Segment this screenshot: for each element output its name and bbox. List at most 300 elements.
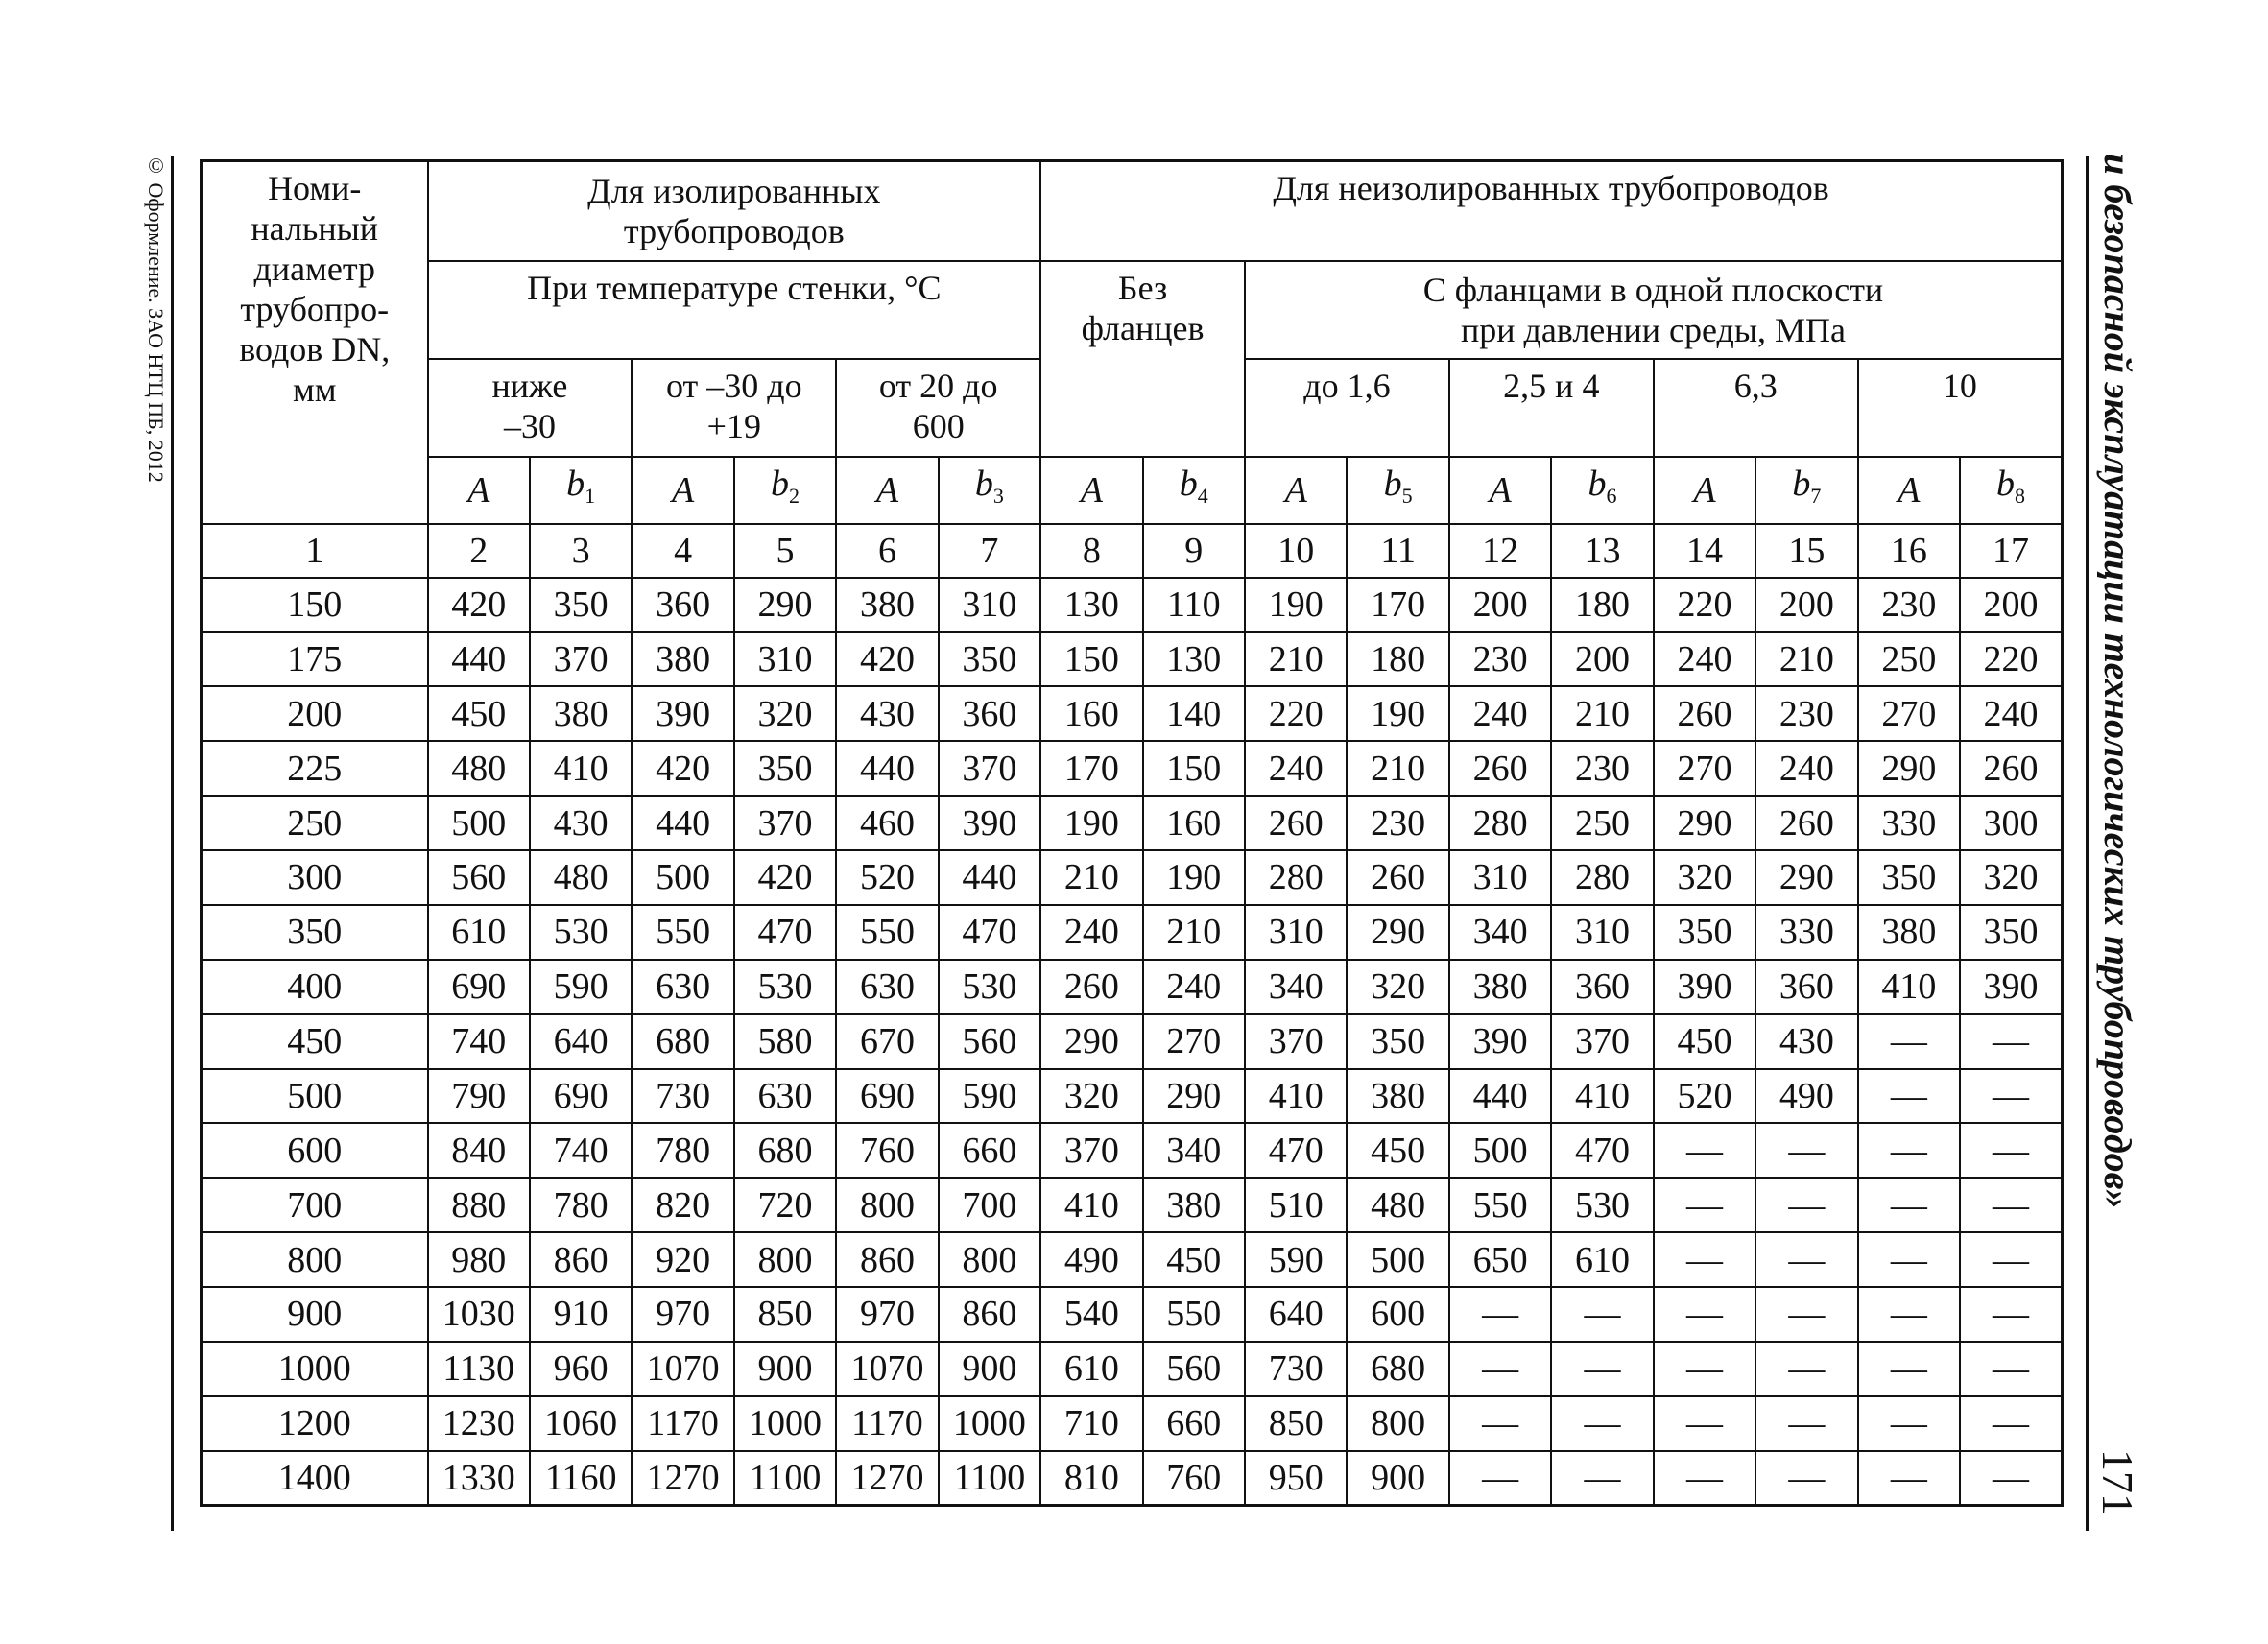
table-cell: 360: [1551, 960, 1653, 1014]
table-cell: 370: [734, 796, 836, 850]
nominal-diameter-cell: 900: [202, 1287, 428, 1342]
table-row: [202, 960, 2063, 1014]
nominal-diameter-cell: 1400: [202, 1451, 428, 1506]
dimension-column-header: $b_6$: [1551, 457, 1653, 524]
table-cell: 180: [1551, 578, 1653, 632]
table-cell: 320: [734, 686, 836, 741]
table-cell: 410: [1040, 1178, 1142, 1232]
table-cell: 800: [939, 1232, 1040, 1287]
table-cell: —: [1960, 1287, 2062, 1342]
table-cell: 190: [1245, 578, 1347, 632]
table-cell: 430: [1755, 1014, 1857, 1069]
flange-distance-table: [200, 159, 2064, 1507]
diameter-column-header: Номи- нальный диаметр трубопро- водов DN, мм: [202, 161, 428, 524]
table-cell: 980: [428, 1232, 530, 1287]
table-cell: 340: [1245, 960, 1347, 1014]
dimension-column-header: A: [836, 457, 938, 524]
table-cell: 140: [1143, 686, 1245, 741]
table-cell: 330: [1755, 905, 1857, 960]
table-cell: 810: [1040, 1451, 1142, 1506]
table-row: [202, 905, 2063, 960]
table-cell: 600: [1347, 1287, 1448, 1342]
dimension-column-header: $b_8$: [1960, 457, 2062, 524]
table-cell: —: [1960, 1123, 2062, 1178]
table-cell: 290: [1347, 905, 1448, 960]
table-cell: 240: [1755, 741, 1857, 796]
table-cell: 240: [1143, 960, 1245, 1014]
table-cell: 1170: [836, 1396, 938, 1451]
table-cell: 280: [1245, 850, 1347, 905]
column-number: 16: [1858, 524, 1960, 578]
table-cell: 260: [1654, 686, 1755, 741]
table-cell: 580: [734, 1014, 836, 1069]
table-cell: 320: [1347, 960, 1448, 1014]
table-cell: 440: [939, 850, 1040, 905]
table-cell: 410: [1858, 960, 1960, 1014]
copyright-notice: © Оформление. ЗАО НТЦ ПБ, 2012: [144, 154, 168, 483]
table-cell: 550: [1449, 1178, 1551, 1232]
table-cell: 200: [1755, 578, 1857, 632]
column-number: 15: [1755, 524, 1857, 578]
table-cell: —: [1654, 1178, 1755, 1232]
column-number: 8: [1040, 524, 1142, 578]
table-cell: 200: [1551, 632, 1653, 687]
temperature-group-header: ниже –30: [428, 359, 633, 457]
table-cell: 210: [1347, 741, 1448, 796]
table-cell: 430: [530, 796, 632, 850]
table-cell: 310: [1551, 905, 1653, 960]
table-cell: 270: [1654, 741, 1755, 796]
table-cell: 970: [836, 1287, 938, 1342]
dimension-column-header: A: [428, 457, 530, 524]
table-cell: 350: [1960, 905, 2062, 960]
table-cell: 380: [1858, 905, 1960, 960]
table-cell: 610: [1040, 1342, 1142, 1396]
pressure-group-header: 2,5 и 4: [1449, 359, 1654, 457]
insulated-pipes-header: Для изолированных трубопроводов: [428, 161, 1041, 261]
table-cell: 450: [1143, 1232, 1245, 1287]
table-cell: 680: [1347, 1342, 1448, 1396]
table-cell: 380: [1347, 1069, 1448, 1124]
table-cell: 370: [1245, 1014, 1347, 1069]
nominal-diameter-cell: 450: [202, 1014, 428, 1069]
nominal-diameter-cell: 250: [202, 796, 428, 850]
table-cell: 150: [1040, 632, 1142, 687]
table-cell: 200: [1960, 578, 2062, 632]
table-cell: —: [1449, 1342, 1551, 1396]
nominal-diameter-cell: 200: [202, 686, 428, 741]
table-cell: 300: [1960, 796, 2062, 850]
table-cell: 1130: [428, 1342, 530, 1396]
table-cell: 650: [1449, 1232, 1551, 1287]
column-number: 5: [734, 524, 836, 578]
table-cell: 460: [836, 796, 938, 850]
table-cell: 630: [836, 960, 938, 1014]
table-cell: 530: [939, 960, 1040, 1014]
table-cell: 610: [428, 905, 530, 960]
table-row: [202, 1178, 2063, 1232]
table-cell: 340: [1449, 905, 1551, 960]
pressure-group-header: до 1,6: [1245, 359, 1449, 457]
table-cell: 210: [1755, 632, 1857, 687]
table-cell: —: [1755, 1123, 1857, 1178]
no-flanges-header: Без фланцев: [1040, 261, 1245, 457]
table-cell: —: [1858, 1069, 1960, 1124]
table-cell: 850: [1245, 1396, 1347, 1451]
table-row: [202, 1287, 2063, 1342]
table-row: [202, 1123, 2063, 1178]
table-cell: 700: [939, 1178, 1040, 1232]
nominal-diameter-cell: 1000: [202, 1342, 428, 1396]
table-cell: 470: [939, 905, 1040, 960]
table-cell: 1030: [428, 1287, 530, 1342]
table-cell: 800: [734, 1232, 836, 1287]
left-margin-rule: [171, 156, 174, 1531]
table-cell: 190: [1143, 850, 1245, 905]
table-cell: 260: [1755, 796, 1857, 850]
dimension-column-header: $b_5$: [1347, 457, 1448, 524]
table-cell: 330: [1858, 796, 1960, 850]
table-cell: 370: [939, 741, 1040, 796]
table-cell: —: [1858, 1178, 1960, 1232]
table-cell: —: [1960, 1396, 2062, 1451]
table-cell: 660: [939, 1123, 1040, 1178]
table-cell: —: [1755, 1178, 1857, 1232]
table-cell: 350: [734, 741, 836, 796]
column-number: 11: [1347, 524, 1448, 578]
table-row: [202, 1232, 2063, 1287]
table-cell: 900: [939, 1342, 1040, 1396]
table-cell: 440: [836, 741, 938, 796]
table-cell: 310: [939, 578, 1040, 632]
table-cell: 230: [1551, 741, 1653, 796]
table-cell: 270: [1143, 1014, 1245, 1069]
table-cell: 340: [1143, 1123, 1245, 1178]
column-number: 13: [1551, 524, 1653, 578]
table-cell: —: [1960, 1069, 2062, 1124]
table-cell: 800: [836, 1178, 938, 1232]
table-cell: 360: [1755, 960, 1857, 1014]
table-cell: 780: [632, 1123, 733, 1178]
table-cell: 350: [1654, 905, 1755, 960]
table-cell: —: [1858, 1342, 1960, 1396]
pressure-group-header: 6,3: [1654, 359, 1858, 457]
table-cell: 690: [530, 1069, 632, 1124]
table-cell: 510: [1245, 1178, 1347, 1232]
nominal-diameter-cell: 175: [202, 632, 428, 687]
table-cell: 110: [1143, 578, 1245, 632]
table-cell: —: [1858, 1396, 1960, 1451]
table-cell: 1000: [939, 1396, 1040, 1451]
table-cell: 520: [1654, 1069, 1755, 1124]
table-cell: 1170: [632, 1396, 733, 1451]
table-cell: 420: [734, 850, 836, 905]
table-cell: —: [1654, 1287, 1755, 1342]
table-cell: 480: [428, 741, 530, 796]
table-cell: 370: [530, 632, 632, 687]
table-cell: —: [1449, 1287, 1551, 1342]
table-cell: 420: [836, 632, 938, 687]
table-row: [202, 1396, 2063, 1451]
table-cell: 880: [428, 1178, 530, 1232]
table-cell: —: [1858, 1014, 1960, 1069]
table-cell: 560: [939, 1014, 1040, 1069]
table-cell: 760: [1143, 1451, 1245, 1506]
column-number: 1: [202, 524, 428, 578]
table-cell: 260: [1449, 741, 1551, 796]
table-cell: 670: [836, 1014, 938, 1069]
table-cell: 290: [1040, 1014, 1142, 1069]
table-cell: —: [1858, 1123, 1960, 1178]
table-cell: 1100: [734, 1451, 836, 1506]
dimension-column-header: $b_7$: [1755, 457, 1857, 524]
table-cell: —: [1755, 1232, 1857, 1287]
table-cell: 380: [836, 578, 938, 632]
page-number: 171: [2093, 1449, 2142, 1515]
table-cell: 170: [1347, 578, 1448, 632]
table-cell: 240: [1449, 686, 1551, 741]
table-cell: 860: [836, 1232, 938, 1287]
table-cell: 270: [1858, 686, 1960, 741]
table-row: [202, 578, 2063, 632]
table-cell: 640: [1245, 1287, 1347, 1342]
table-cell: 560: [428, 850, 530, 905]
table-cell: 380: [632, 632, 733, 687]
dimension-column-header: A: [1858, 457, 1960, 524]
table-cell: 210: [1551, 686, 1653, 741]
table-cell: —: [1858, 1232, 1960, 1287]
column-number: 10: [1245, 524, 1347, 578]
table-cell: 800: [1347, 1396, 1448, 1451]
nominal-diameter-cell: 500: [202, 1069, 428, 1124]
nominal-diameter-cell: 350: [202, 905, 428, 960]
dimension-column-header: A: [1245, 457, 1347, 524]
table-row: [202, 741, 2063, 796]
table-cell: 380: [1143, 1178, 1245, 1232]
table-cell: 710: [1040, 1396, 1142, 1451]
table-cell: 440: [428, 632, 530, 687]
table-cell: —: [1858, 1287, 1960, 1342]
table-cell: 240: [1040, 905, 1142, 960]
table-cell: 160: [1040, 686, 1142, 741]
table-cell: 530: [734, 960, 836, 1014]
table-cell: —: [1654, 1342, 1755, 1396]
table-cell: —: [1551, 1396, 1653, 1451]
table-cell: 290: [1755, 850, 1857, 905]
table-cell: —: [1960, 1178, 2062, 1232]
table-cell: 610: [1551, 1232, 1653, 1287]
table-cell: 740: [428, 1014, 530, 1069]
table-cell: 960: [530, 1342, 632, 1396]
table-cell: 320: [1040, 1069, 1142, 1124]
table-cell: 820: [632, 1178, 733, 1232]
table-cell: 690: [428, 960, 530, 1014]
nominal-diameter-cell: 225: [202, 741, 428, 796]
table-cell: 220: [1960, 632, 2062, 687]
table-cell: 690: [836, 1069, 938, 1124]
table-cell: 1060: [530, 1396, 632, 1451]
column-number: 14: [1654, 524, 1755, 578]
table-cell: —: [1654, 1451, 1755, 1506]
table-cell: 1330: [428, 1451, 530, 1506]
table-cell: 1270: [836, 1451, 938, 1506]
table-cell: 860: [939, 1287, 1040, 1342]
nominal-diameter-cell: 600: [202, 1123, 428, 1178]
nominal-diameter-cell: 150: [202, 578, 428, 632]
table-cell: 390: [939, 796, 1040, 850]
table-cell: —: [1551, 1451, 1653, 1506]
table-cell: 190: [1347, 686, 1448, 741]
column-number-row: [202, 524, 2063, 578]
table-cell: —: [1449, 1451, 1551, 1506]
table-cell: 350: [1347, 1014, 1448, 1069]
table-cell: 920: [632, 1232, 733, 1287]
table-cell: 630: [734, 1069, 836, 1124]
table-cell: —: [1551, 1342, 1653, 1396]
table-cell: 360: [632, 578, 733, 632]
table-cell: —: [1551, 1287, 1653, 1342]
table-cell: 470: [1551, 1123, 1653, 1178]
table-cell: 630: [632, 960, 733, 1014]
non-insulated-pipes-header: Для неизолированных трубопроводов: [1040, 161, 2062, 261]
table-cell: 220: [1245, 686, 1347, 741]
table-cell: 280: [1449, 796, 1551, 850]
table-cell: 290: [734, 578, 836, 632]
table-cell: 210: [1040, 850, 1142, 905]
table-cell: 130: [1040, 578, 1142, 632]
table-row: [202, 1014, 2063, 1069]
table-cell: 410: [1245, 1069, 1347, 1124]
table-cell: —: [1654, 1123, 1755, 1178]
table-cell: 1270: [632, 1451, 733, 1506]
table-cell: 1160: [530, 1451, 632, 1506]
table-cell: —: [1654, 1396, 1755, 1451]
table-cell: 790: [428, 1069, 530, 1124]
table-cell: 500: [428, 796, 530, 850]
temperature-group-header: от 20 до 600: [836, 359, 1040, 457]
column-number: 4: [632, 524, 733, 578]
table-cell: 230: [1449, 632, 1551, 687]
dimension-column-header: A: [1449, 457, 1551, 524]
wall-temperature-header: При температуре стенки, °С: [428, 261, 1041, 359]
column-number: 7: [939, 524, 1040, 578]
table-cell: 860: [530, 1232, 632, 1287]
table-cell: 210: [1143, 905, 1245, 960]
table-cell: —: [1960, 1014, 2062, 1069]
table-cell: 380: [1449, 960, 1551, 1014]
table-cell: 450: [428, 686, 530, 741]
dimension-column-header: A: [632, 457, 733, 524]
table-cell: 530: [530, 905, 632, 960]
nominal-diameter-cell: 400: [202, 960, 428, 1014]
table-cell: 280: [1551, 850, 1653, 905]
table-cell: 310: [1449, 850, 1551, 905]
table-cell: 730: [1245, 1342, 1347, 1396]
table-cell: 450: [1654, 1014, 1755, 1069]
table-cell: 290: [1858, 741, 1960, 796]
table-cell: 350: [939, 632, 1040, 687]
table-cell: 240: [1654, 632, 1755, 687]
column-number: 6: [836, 524, 938, 578]
table-cell: 550: [836, 905, 938, 960]
table-cell: 150: [1143, 741, 1245, 796]
table-cell: 230: [1858, 578, 1960, 632]
table-cell: 1070: [632, 1342, 733, 1396]
nominal-diameter-cell: 800: [202, 1232, 428, 1287]
table-cell: 240: [1960, 686, 2062, 741]
table-cell: 390: [632, 686, 733, 741]
table-cell: 240: [1245, 741, 1347, 796]
dimension-column-header: $b_3$: [939, 457, 1040, 524]
table-cell: 420: [428, 578, 530, 632]
table-cell: —: [1654, 1232, 1755, 1287]
table-cell: 530: [1551, 1178, 1653, 1232]
table-cell: 180: [1347, 632, 1448, 687]
table-cell: 360: [939, 686, 1040, 741]
table-cell: 480: [1347, 1178, 1448, 1232]
table-cell: 410: [1551, 1069, 1653, 1124]
table-cell: 560: [1143, 1342, 1245, 1396]
table-row: [202, 632, 2063, 687]
table-cell: —: [1960, 1451, 2062, 1506]
column-number: 9: [1143, 524, 1245, 578]
table-cell: 390: [1960, 960, 2062, 1014]
table-row: [202, 1069, 2063, 1124]
table-cell: 1100: [939, 1451, 1040, 1506]
table-cell: 210: [1245, 632, 1347, 687]
nominal-diameter-cell: 300: [202, 850, 428, 905]
table-cell: 500: [1449, 1123, 1551, 1178]
table-cell: 380: [530, 686, 632, 741]
dimension-column-header: A: [1040, 457, 1142, 524]
table-cell: —: [1449, 1396, 1551, 1451]
table-cell: 250: [1858, 632, 1960, 687]
table-cell: 200: [1449, 578, 1551, 632]
table-cell: 310: [1245, 905, 1347, 960]
table-cell: 840: [428, 1123, 530, 1178]
table-cell: 590: [939, 1069, 1040, 1124]
table-cell: 170: [1040, 741, 1142, 796]
table-cell: 190: [1040, 796, 1142, 850]
table-cell: 660: [1143, 1396, 1245, 1451]
table-cell: —: [1755, 1396, 1857, 1451]
table-cell: 260: [1347, 850, 1448, 905]
table-cell: 260: [1245, 796, 1347, 850]
table-row: [202, 850, 2063, 905]
table-cell: 440: [1449, 1069, 1551, 1124]
table-cell: 320: [1960, 850, 2062, 905]
table-cell: 740: [530, 1123, 632, 1178]
table-cell: 230: [1347, 796, 1448, 850]
right-margin-rule: [2086, 156, 2089, 1531]
table-cell: 540: [1040, 1287, 1142, 1342]
table-cell: 260: [1040, 960, 1142, 1014]
table-cell: —: [1755, 1287, 1857, 1342]
table-cell: 440: [632, 796, 733, 850]
pressure-group-header: 10: [1858, 359, 2063, 457]
table-row: [202, 686, 2063, 741]
table-cell: 230: [1755, 686, 1857, 741]
table-row: [202, 1342, 2063, 1396]
table-cell: 550: [632, 905, 733, 960]
table-cell: 370: [1551, 1014, 1653, 1069]
dimension-column-header: A: [1654, 457, 1755, 524]
table-cell: 490: [1755, 1069, 1857, 1124]
table-cell: 390: [1449, 1014, 1551, 1069]
table-cell: 900: [1347, 1451, 1448, 1506]
table-cell: —: [1755, 1451, 1857, 1506]
column-number: 3: [530, 524, 632, 578]
